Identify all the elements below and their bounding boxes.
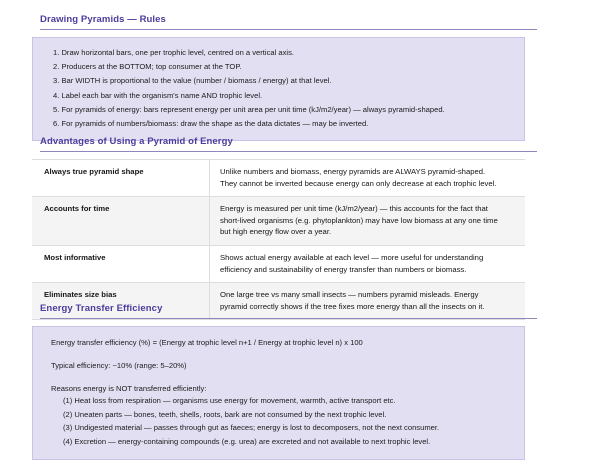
description-line: Energy is measured per unit time (kJ/m2/year) — this accounts for the fact that [220,204,488,214]
table-cell-description [210,160,526,197]
typical-efficiency: Typical efficiency: ~10% (range: 5–20%) [51,361,187,370]
reason-item: (2) Uneaten parts — bones, teeth, shells, roots, bark are not consumed by the next trophic level. [63,409,387,419]
description-line: but high energy flow over a year. [220,227,332,237]
energy-efficiency-box [32,326,525,460]
table-row [32,197,525,246]
rule-item: 2. Producers at the BOTTOM; top consumer at the TOP. [53,62,242,72]
section-heading-energy-transfer: Energy Transfer Efficiency [40,303,537,319]
section-drawing-pyramids-rules [32,14,537,141]
table-row [32,245,525,282]
rule-item: 5. For pyramids of energy: bars represent energy per unit area per unit time (kJ/m2/year) — always pyramid-shaped. [53,104,445,114]
table-cell-description [210,245,526,282]
table-cell-term: Accounts for time [32,197,210,246]
spacer [43,348,514,360]
rule-item: 1. Draw horizontal bars, one per trophic level, centred on a vertical axis. [53,48,295,57]
section-heading-advantages: Advantages of Using a Pyramid of Energy [40,136,537,152]
reasons-intro: Reasons energy is NOT transferred efficiently: [51,384,207,393]
section-energy-transfer-efficiency [32,303,537,460]
description-line: short-lived organisms (e.g. phytoplankton) may have low biomass at any one time [220,215,498,225]
spacer [43,371,514,383]
table-cell-term: Most informative [32,245,210,282]
table-cell-description [210,197,526,246]
description-line: Unlike numbers and biomass, energy pyramids are ALWAYS pyramid-shaped. [220,167,486,176]
table-cell-term: Always true pyramid shape [32,160,210,197]
section-advantages-pyramid-energy [32,136,537,320]
rule-item: 4. Label each bar with the organism's name AND trophic level. [53,90,263,100]
description-line: pyramid correctly shows if the tree fixes more energy than all the insects on it. [220,301,485,311]
reason-item: (4) Excretion — energy-containing compounds (e.g. urea) are excreted and not available to next trophic level. [63,436,431,446]
efficiency-formula: Energy transfer efficiency (%) = (Energy at trophic level n+1 / Energy at trophic level n) x 100 [51,338,363,347]
description-line: efficiency and sustainability of energy transfer than numbers or biomass. [220,264,467,274]
rule-item: 6. For pyramids of numbers/biomass: draw the shape as the data dictates — may be inverted. [53,119,369,129]
description-line: One large tree vs many small insects — numbers pyramid misleads. Energy [220,290,479,300]
rule-item: 3. Bar WIDTH is proportional to the value (number / biomass / energy) at that level. [53,76,332,86]
description-line: They cannot be inverted because energy can only decrease at each trophic level. [220,178,497,188]
reason-item: (3) Undigested material — passes through gut as faeces; energy is lost to decomposers, not the next consumer. [63,423,440,433]
table-cell-term: Eliminates size bias [32,283,210,320]
advantages-table [32,159,525,320]
table-row [32,160,525,197]
description-line: Shows actual energy available at each level — more useful for understanding [220,252,484,262]
section-heading-drawing-pyramids: Drawing Pyramids — Rules [40,14,537,30]
reason-item: (1) Heat loss from respiration — organisms use energy for movement, warmth, active transport etc. [63,396,396,405]
rules-box [32,37,525,141]
